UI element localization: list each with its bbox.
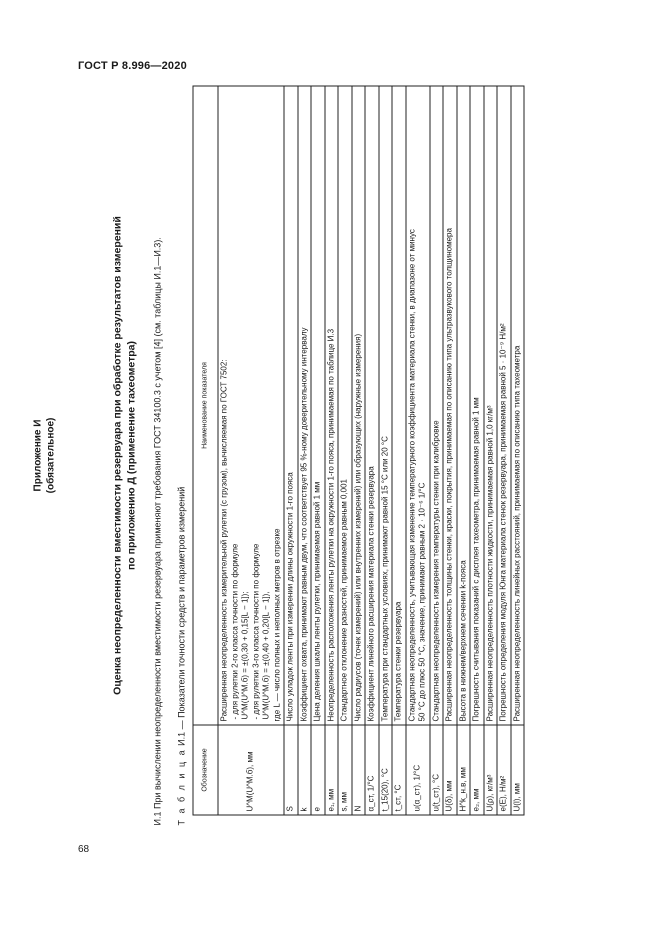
header-symbol: Обозначение	[193, 725, 218, 815]
description-line: - для рулетки 3-го класса точности по формуле	[250, 543, 260, 719]
formula-line: U^M(U^M.б) = ±(0,30 + 0,15[L − 1]);	[240, 590, 249, 719]
row-symbol: N	[351, 725, 365, 815]
row-symbol: α_ст, 1/°С	[365, 725, 379, 815]
row-description: Цена деления шкалы ленты рулетки, принимаемая равной 1 мм	[311, 86, 325, 725]
table-header-row	[193, 86, 218, 815]
row-symbol: u(t_ст), °С	[429, 725, 443, 815]
row-symbol: k	[297, 725, 311, 815]
table-row	[510, 86, 524, 815]
table-caption-label: Т а б л и ц а	[176, 747, 186, 825]
row-symbol: S	[284, 725, 298, 815]
row-symbol: e₁, мм	[324, 725, 338, 815]
row-description	[218, 86, 284, 725]
row-symbol: e(E), Н/м²	[497, 725, 511, 815]
table-row	[365, 86, 379, 815]
row-symbol: U(ρ), кг/м³	[483, 725, 497, 815]
standard-code: ГОСТ Р 8.996—2020	[78, 60, 187, 72]
row-symbol: H^k_н.в, мм	[456, 725, 470, 815]
table-row	[429, 86, 443, 815]
row-symbol: s, мм	[338, 725, 352, 815]
row-description	[405, 86, 429, 725]
formula-line: U^M(U^M.б) = ±(0,40 + 0,20[L − 1]),	[261, 590, 270, 719]
table-row	[392, 86, 406, 815]
row-description: Стандартная неопределенность измерения температуры стенки при калибровке	[429, 86, 443, 725]
row-description: Число радиусов (точек измерений) или внутренних измерений) или образующих (наружные измерения)	[351, 86, 365, 725]
row-description: Температура при стандартных условиях, принимают равной 15 °С или 20 °С	[378, 86, 392, 725]
annex-heading-line-2: по приложению Д (применение тахеометра)	[125, 340, 137, 570]
row-symbol: t_15(20), °С	[378, 725, 392, 815]
row-description: Расширенная неопределенность толщины стенки, краски, покрытия, принимаемая по описанию типа ультразвукового толщиномера	[443, 86, 457, 725]
table-row	[483, 86, 497, 815]
header-name: Наименование показателя	[193, 86, 218, 725]
row-symbol: U(l), мм	[510, 725, 524, 815]
annex-type: (обязательное)	[45, 417, 56, 493]
description-line: - для рулетки 2-го класса точности по формуле	[229, 543, 239, 719]
row-symbol: e₂, мм	[470, 725, 484, 815]
table-row	[324, 86, 338, 815]
row-description: Коэффициент охвата, принимают равным двум, что соответствует 95 %-ному доверительному интервалу	[297, 86, 311, 725]
row-description: Коэффициент линейного расширения материала стенки резервуара	[365, 86, 379, 725]
table-caption	[176, 85, 186, 825]
table-row	[297, 86, 311, 815]
table-row	[443, 86, 457, 815]
row-description: Расширенная неопределенность плотности жидкости, принимаемая равной 1,0 кг/м³	[483, 86, 497, 725]
row-symbol: e	[311, 725, 325, 815]
row-symbol: U^M(U^M.б), мм	[218, 725, 284, 815]
annex-heading	[110, 85, 138, 825]
intro-paragraph: И.1 При вычислении неопределенности вместимости резервуара применяют требования ГОСТ 34100.3 с учетом [4] (см. таблицы И.1—И.3).	[152, 236, 162, 825]
row-description: Стандартное отклонение разностей, принимаемое равным 0,001	[338, 86, 352, 725]
row-description: Число укладок ленты при измерении длины окружности 1-го пояса	[284, 86, 298, 725]
table-row	[338, 86, 352, 815]
table-row	[456, 86, 470, 815]
table-row	[284, 86, 298, 815]
annex-title: Приложение И	[32, 419, 43, 491]
row-description: Неопределенность расположения ленты рулетки на окружности 1-го пояса, принимаемая по таблице И.3	[324, 86, 338, 725]
table-row	[378, 86, 392, 815]
description-line: Расширенная неопределенность измерительной рулетки (с грузом), вычисляемая по ГОСТ 7502:	[219, 358, 228, 721]
row-description: Высота в нижнем/верхнем сечении k-пояса	[456, 86, 470, 725]
annex-heading-line-1: Оценка неопределенности вместимости резервуара при обработке результатов измерений	[111, 215, 123, 695]
row-description: Температура стенки резервуара	[392, 86, 406, 725]
rotated-annex-page	[20, 85, 595, 825]
page-number: 68	[78, 844, 90, 855]
parameters-table	[192, 85, 524, 815]
row-symbol: u(α_ст), 1/°С	[405, 725, 429, 815]
table-row	[497, 86, 511, 815]
table-row	[405, 86, 429, 815]
row-symbol: t_ст, °С	[392, 725, 406, 815]
row-description: Погрешность определения модуля Юнга материала стенок резервуара, принимаемая равной 5 · 10⁻⁹ Н/м²	[497, 86, 511, 725]
description-line: 50 °С до плюс 50 °С, значение, принимают равным 2 · 10⁻⁶ 1/°С	[417, 482, 426, 721]
table-row	[351, 86, 365, 815]
description-line: где L — число полных и неполных метров в отрезке	[271, 527, 281, 721]
table-row	[218, 86, 284, 815]
table-row	[311, 86, 325, 815]
description-line: Стандартная неопределенность, учитывающая изменение температурного коэффициента материала стенки, в диапазоне от минус	[406, 228, 416, 721]
table-row	[470, 86, 484, 815]
row-description: Погрешность считывания показаний с дисплея тахеометра, принимаемая равной 1 мм	[470, 86, 484, 725]
row-symbol: U(δ), мм	[443, 725, 457, 815]
row-description: Расширенная неопределенность линейных расстояний, принимаемая по описанию типа тахеометра	[510, 86, 524, 725]
table-caption-text: И.1 — Показатели точности средств и параметров измерений	[176, 486, 186, 748]
